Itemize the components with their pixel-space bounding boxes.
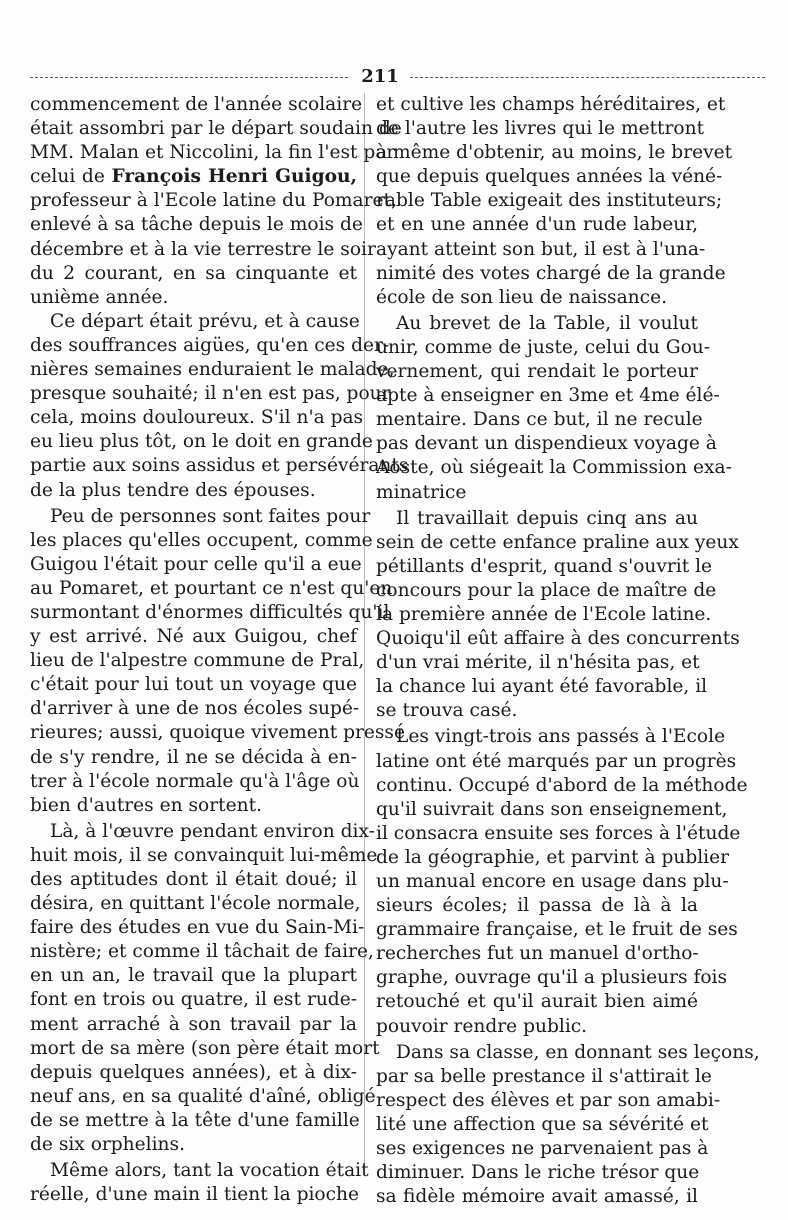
page-header [30, 66, 765, 88]
left-paragraph [30, 505, 405, 818]
text-line: il consacra ensuite ses forces à l'étude [376, 822, 741, 844]
text-line: respect des élèves et par son amabi- [376, 1089, 721, 1111]
text-fragment: celui de [30, 166, 112, 188]
text-line: ses exigences ne parvenaient pas à [376, 1138, 709, 1160]
text-line: en un an, le travail que la plupart [30, 965, 357, 987]
text-line: nières semaines enduraient le malade, [30, 359, 395, 381]
text-line: trer à l'école normale qu'à l'âge où [30, 770, 360, 792]
text-line: ment arraché à son travail par la [30, 1013, 357, 1035]
text-line: recherches fut un manuel d'ortho- [376, 943, 699, 965]
text-line: surmontant d'énormes difficultés qu'il [30, 601, 390, 623]
text-line: Il travaillait depuis cinq ans au [396, 507, 698, 529]
text-line: était assombri par le départ soudain de [30, 118, 402, 140]
text-line: se trouva casé. [376, 700, 518, 722]
text-line: enlevé à sa tâche depuis le mois de [30, 214, 363, 236]
text-line: et en une année d'un rude labeur, [376, 214, 698, 236]
right-column [376, 93, 760, 1209]
text-line: continu. Occupé d'abord de la méthode [376, 774, 748, 796]
text-line: les places qu'elles occupent, comme [30, 529, 373, 551]
text-line: pouvoir rendre public. [376, 1015, 588, 1037]
text-line: unième année. [30, 286, 169, 308]
text-line: rable Table exigeait des instituteurs; [376, 190, 723, 212]
text-line: des souffrances aigües, qu'en ces der- [30, 334, 390, 356]
left-paragraph [30, 1159, 369, 1207]
text-line: par sa belle prestance il s'attirait le [376, 1065, 712, 1087]
text-line-with-name [30, 165, 357, 189]
text-line: et cultive les champs héréditaires, et [376, 94, 726, 115]
text-line: Là, à l'œuvre pendant environ dix- [50, 820, 375, 842]
text-line: de la géographie, et parvint à publier [376, 846, 730, 868]
text-line: y est arrivé. Né aux Guigou, chef [30, 626, 357, 648]
text-line: Même alors, tant la vocation était [50, 1160, 369, 1182]
text-line: sieurs écoles; il passa de là à la [376, 895, 698, 917]
left-column [30, 93, 409, 1207]
left-paragraph [30, 820, 380, 1157]
right-paragraph [376, 312, 732, 505]
text-line: pas devant un dispendieux voyage à [376, 433, 717, 455]
text-line: Ce départ était prévu, et à cause [50, 310, 360, 332]
text-line: du 2 courant, en sa cinquante et [30, 262, 357, 284]
text-line: font en trois ou quatre, il est rude- [30, 989, 357, 1011]
text-line: commencement de l'année scolaire [30, 94, 363, 115]
text-line: de six orphelins. [30, 1134, 185, 1156]
text-line: Quoiqu'il eût affaire à des concurrents [376, 628, 740, 650]
text-line: un manual encore en usage dans plu- [376, 871, 729, 892]
text-line: minatrice [376, 481, 467, 503]
text-line: d'un vrai mérite, il n'hésita pas, et [376, 652, 700, 674]
header-rule-right [410, 77, 765, 78]
text-line: de la plus tendre des épouses. [30, 479, 316, 501]
text-line: la chance lui ayant été favorable, il [376, 676, 708, 698]
text-line: des aptitudes dont il était doué; il [30, 869, 357, 890]
text-line: Aoste, où siégeait la Commission exa- [376, 457, 732, 479]
text-line: Les vingt-trois ans passés à l'Ecole [396, 726, 726, 748]
text-line: de s'y rendre, il ne se décida à en- [30, 746, 357, 768]
right-paragraph [376, 1041, 760, 1210]
text-line: unir, comme de juste, celui du Gou- [376, 336, 711, 358]
text-line: mentaire. Dans ce but, il ne recule [376, 409, 703, 431]
text-line: neuf ans, en sa qualité d'aîné, obligé [30, 1085, 376, 1107]
text-line: graphe, ouvrage qu'il a plusieurs fois [376, 967, 728, 989]
text-line: école de son lieu de naissance. [376, 286, 667, 308]
text-line: la première année de l'Ecole latine. [376, 603, 712, 625]
text-line: cela, moins douloureux. S'il n'a pas [30, 407, 364, 429]
text-line: pétillants d'esprit, quand s'ouvrit le [376, 555, 713, 577]
text-line: retouché et qu'il aurait bien aimé [376, 991, 698, 1013]
text-line: Au brevet de la Table, il voulut [396, 312, 698, 334]
text-line: lieu de l'alpestre commune de Pral, [30, 650, 365, 672]
text-line: vernement, qui rendait le porteur [376, 361, 698, 383]
text-line: eu lieu plus tôt, on le doit en grande [30, 431, 373, 453]
text-line: concours pour la place de maître de [376, 579, 717, 601]
text-line: presque souhaité; il n'en est pas, pour [30, 383, 391, 405]
text-line: partie aux soins assidus et persévérants [30, 455, 409, 477]
page-number: 211 [361, 66, 399, 87]
deceased-name: François Henri Guigou, [111, 166, 357, 188]
left-paragraph [30, 310, 409, 503]
text-line: latine ont été marqués par un progrès [376, 750, 737, 772]
right-paragraph [376, 725, 748, 1038]
text-line: apte à enseigner en 3me et 4me élé- [376, 385, 720, 407]
text-line: Dans sa classe, en donnant ses leçons, [396, 1041, 760, 1063]
text-line: nistère; et comme il tâchait de faire, [30, 941, 374, 963]
right-paragraph [376, 507, 740, 724]
text-line: professeur à l'Ecole latine du Pomaret, [30, 190, 397, 212]
text-line: que depuis quelques années la véné- [376, 166, 723, 188]
text-line: réelle, d'une main il tient la pioche [30, 1184, 360, 1206]
text-line: Guigou l'était pour celle qu'il a eue [30, 553, 362, 575]
text-line: lité une affection que sa sévérité et [376, 1113, 709, 1135]
text-line: d'arriver à une de nos écoles supé- [30, 698, 360, 720]
header-rule-left [30, 77, 348, 78]
text-line: nimité des votes chargé de la grande [376, 262, 726, 284]
text-line: faire des études en vue du Sain-Mi- [30, 917, 365, 939]
text-line: ayant atteint son but, il est à l'una- [376, 238, 706, 260]
text-line: c'était pour lui tout un voyage que [30, 674, 357, 696]
text-line: rieures; aussi, quoique vivement pressé [30, 722, 405, 744]
text-line: qu'il suivrait dans son enseignement, [376, 798, 728, 820]
text-line: MM. Malan et Niccolini, la fin l'est par [30, 142, 396, 164]
text-line: décembre et à la vie terrestre le soir [30, 238, 376, 260]
text-line: au Pomaret, et pourtant ce n'est qu'en [30, 577, 393, 599]
text-line: à même d'obtenir, au moins, le brevet [376, 142, 733, 164]
right-paragraph [376, 93, 733, 310]
text-line: huit mois, il se convainquit lui-même [30, 844, 378, 866]
text-line: Peu de personnes sont faites pour [50, 505, 371, 527]
text-line: grammaire française, et le fruit de ses [376, 919, 738, 941]
text-line: depuis quelques années), et à dix- [30, 1061, 357, 1083]
text-line: de l'autre les livres qui le mettront [376, 118, 705, 140]
text-line: mort de sa mère (son père était mort [30, 1037, 380, 1059]
text-line: de se mettre à la tête d'une famille [30, 1109, 360, 1131]
text-line: désira, en quittant l'école normale, [30, 893, 361, 915]
text-line: diminuer. Dans le riche trésor que [376, 1162, 700, 1184]
left-opening-paragraph [30, 93, 402, 310]
text-line: bien d'autres en sortent. [30, 794, 262, 816]
text-line: sein de cette enfance praline aux yeux [376, 531, 739, 553]
text-line: sa fidèle mémoire avait amassé, il [376, 1186, 698, 1208]
